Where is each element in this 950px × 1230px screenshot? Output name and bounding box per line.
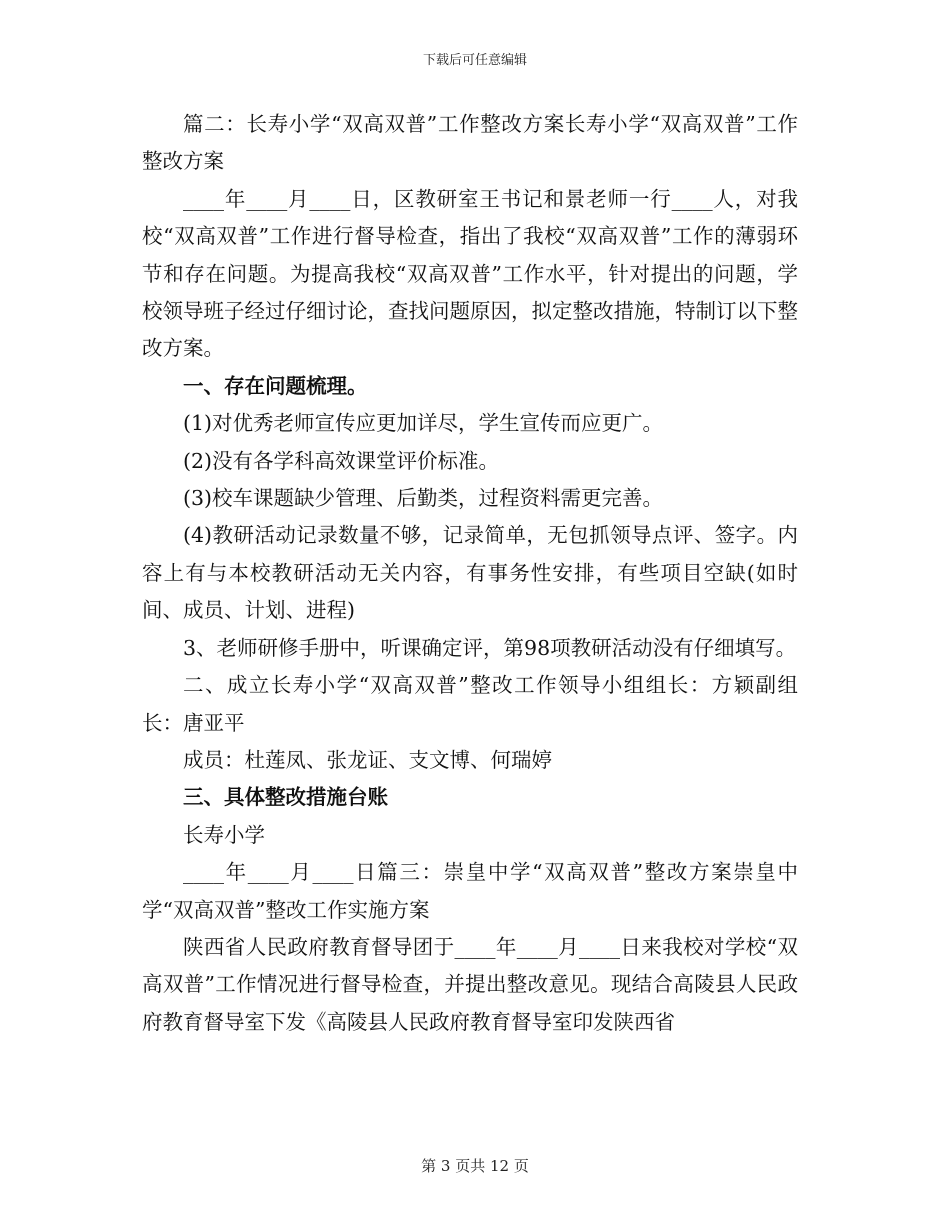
paragraph-title-chapter-two: 篇二：长寿小学“双高双普”工作整改方案长寿小学“双高双普”工作整改方案: [142, 112, 798, 174]
page-footer-page-number: 第 3 页共 12 页: [421, 1157, 529, 1175]
list-item-problem-1: (1)对优秀老师宣传应更加详尽，学生宣传而应更广。: [183, 411, 664, 436]
paragraph-chapter-three-intro: 陕西省人民政府教育督导团于____年____月____日来我校对学校“双高双普”工作情况进行督导检查，并提出整改意见。现结合高陵县人民政府教育督导室下发《高陵县人民政府教育督导室印发陕西省: [142, 934, 798, 1034]
page-header-note: 下载后可任意编辑: [422, 53, 527, 68]
paragraph-school-name: 长寿小学: [183, 822, 265, 847]
section-heading-problems: 一、存在问题梳理。: [183, 373, 368, 398]
paragraph-intro: ____年____月____日，区教研室王书记和景老师一行____人，对我校“双高双普”工作进行督导检查，指出了我校“双高双普”工作的薄弱环节和存在问题。为提高我校“双高双普”工作水平，针对提出的问题，学校领导班子经过仔细讨论，查找问题原因，拟定整改措施，特制订以下整改方案。: [142, 186, 798, 361]
section-heading-measures: 三、具体整改措施台账: [183, 785, 388, 810]
paragraph-members: 成员：杜莲凤、张龙证、支文博、何瑞婷: [183, 747, 552, 772]
section-heading-leadership: 二、成立长寿小学“双高双普”整改工作领导小组组长：方颖副组长：唐亚平: [142, 673, 798, 735]
list-item-problem-5: 3、老师研修手册中，听课确定评，第98项教研活动没有仔细填写。: [183, 635, 797, 660]
list-item-problem-2: (2)没有各学科高效课堂评价标准。: [183, 448, 500, 473]
list-item-problem-3: (3)校车课题缺少管理、后勤类，过程资料需更完善。: [183, 486, 664, 511]
document-body: [142, 106, 798, 1041]
paragraph-title-chapter-three: ____年____月____日篇三：崇皇中学“双高双普”整改方案崇皇中学“双高双普”整改工作实施方案: [142, 860, 798, 922]
list-item-problem-4: (4)教研活动记录数量不够，记录简单，无包抓领导点评、签字。内容上有与本校教研活动无关内容，有事务性安排，有些项目空缺(如时间、成员、计划、进程): [142, 523, 798, 623]
